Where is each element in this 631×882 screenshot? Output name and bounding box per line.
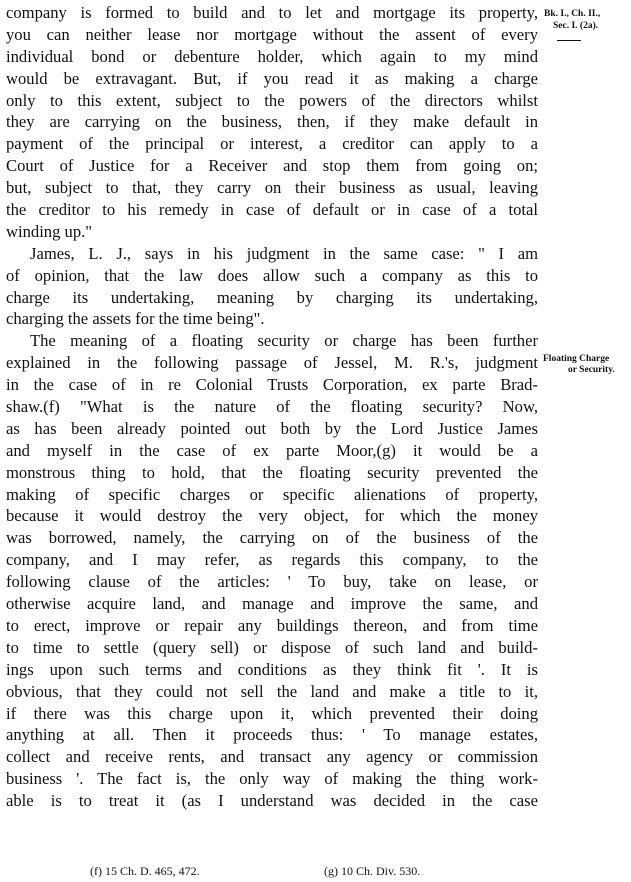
text-line: Court of Justice for a Receiver and stop them from going on;: [6, 156, 538, 176]
body-text: [6, 2, 538, 812]
text-line: to time to settle (query sell) or dispose of such land and build-: [6, 637, 538, 657]
margin-rule: [557, 40, 581, 41]
margin-note-floating-charge: Floating Charge: [543, 354, 610, 364]
text-line: obvious, that they could not sell the land and make a title to it,: [6, 681, 538, 701]
text-line: but, subject to that, they carry on their business as usual, leaving: [6, 178, 538, 198]
text-line: making of specific charges or specific alienations of property,: [6, 484, 538, 504]
text-line: to erect, improve or repair any buildings thereon, and from time: [6, 615, 538, 635]
text-line: charging the assets for the time being".: [6, 309, 265, 329]
margin-note-section: Sec. I. (2a).: [553, 21, 599, 31]
text-line: of opinion, that the law does allow such a company as this to: [6, 265, 538, 285]
text-line: as has been already pointed out both by the Lord Justice James: [6, 418, 538, 438]
text-line: you can neither lease nor mortgage without the assent of every: [6, 24, 538, 44]
text-line: James, L. J., says in his judgment in the same case: " I am: [30, 243, 538, 263]
text-line: because it would destroy the very object, for which the money: [6, 506, 538, 526]
text-line: anything at all. Then it proceeds thus: ' To manage estates,: [6, 725, 538, 745]
text-line: in the case of in re Colonial Trusts Corporation, ex parte Brad-: [6, 375, 538, 395]
text-line: shaw.(f) "What is the nature of the floating security? Now,: [6, 397, 538, 417]
text-line: if there was this charge upon it, which prevented their doing: [6, 703, 538, 723]
text-line: individual bond or debenture holder, which again to my mind: [6, 46, 538, 66]
text-line: company is formed to build and to let and mortgage its property,: [6, 3, 538, 22]
text-line: only to this extent, subject to the powers of the directors whilst: [6, 90, 538, 110]
text-line: the creditor to his remedy in case of default or in case of a total: [6, 200, 538, 220]
text-line: winding up.": [6, 221, 93, 241]
text-line: ings upon such terms and conditions as they think fit '. It is: [6, 659, 538, 679]
text-line: was borrowed, namely, the carrying on of the business of the: [6, 528, 538, 548]
text-line: payment of the principal or interest, a creditor can apply to a: [6, 134, 538, 154]
footnote-f: (f) 15 Ch. D. 465, 472.: [90, 864, 200, 878]
margin-note-chapter: Bk. I., Ch. II.,: [544, 9, 601, 19]
margin-note-or-security: or Security.: [568, 365, 615, 375]
text-line: collect and receive rents, and transact any agency or commission: [6, 747, 538, 767]
text-line: otherwise acquire land, and manage and improve the same, and: [6, 594, 538, 614]
text-line: and myself in the case of ex parte Moor,(g) it would be a: [6, 440, 538, 460]
text-line: able is to treat it (as I understand was decided in the case: [6, 791, 538, 811]
text-line: The meaning of a floating security or charge has been further: [30, 331, 538, 351]
text-line: business '. The fact is, the only way of making the thing work-: [6, 769, 538, 789]
footnote-g: (g) 10 Ch. Div. 530.: [324, 864, 421, 878]
text-line: following clause of the articles: ' To buy, take on lease, or: [6, 572, 538, 592]
text-line: would be extravagant. But, if you read it as making a charge: [6, 68, 538, 88]
text-line: monstrous thing to hold, that the floating security prevented the: [6, 462, 538, 482]
text-line: explained in the following passage of Jessel, M. R.'s, judgment: [6, 353, 538, 373]
text-line: they are carrying on the business, then, if they make default in: [6, 112, 538, 132]
text-line: company, and I may refer, as regards this company, to the: [6, 550, 538, 570]
text-line: charge its undertaking, meaning by charging its undertaking,: [6, 287, 538, 307]
